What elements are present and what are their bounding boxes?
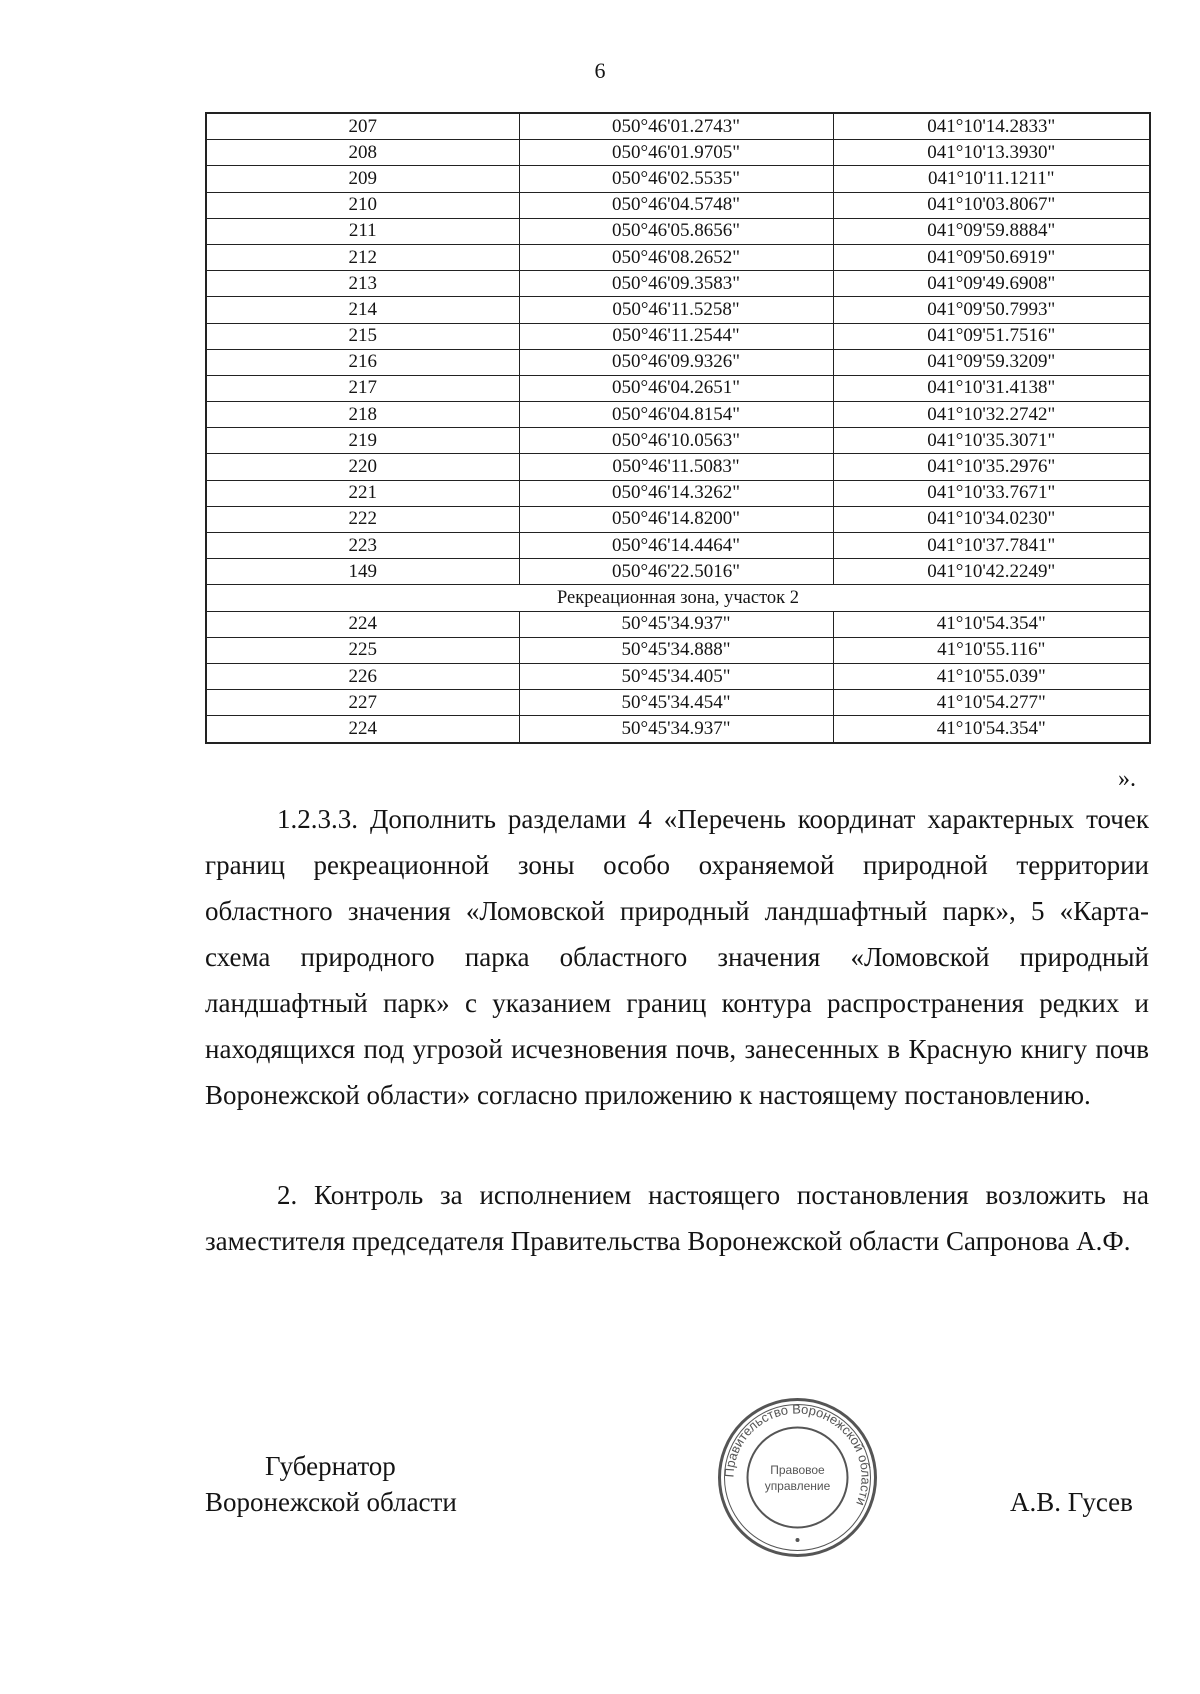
latitude-cell: 050°46'01.2743" [519, 113, 833, 140]
point-number-cell: 221 [206, 480, 519, 506]
longitude-cell: 041°10'37.7841" [833, 533, 1150, 559]
point-number-cell: 207 [206, 113, 519, 140]
table-row [206, 271, 1150, 297]
latitude-cell: 50°45'34.405" [519, 663, 833, 689]
latitude-cell: 50°45'34.937" [519, 611, 833, 637]
point-number-cell: 218 [206, 402, 519, 428]
longitude-cell: 041°10'42.2249" [833, 559, 1150, 585]
page-number: 6 [594, 58, 606, 83]
latitude-cell: 050°46'02.5535" [519, 166, 833, 192]
point-number-cell: 211 [206, 218, 519, 244]
seal-dot [796, 1538, 800, 1542]
coordinates-table-body [206, 113, 1150, 743]
latitude-cell: 050°46'11.5258" [519, 297, 833, 323]
longitude-cell: 041°10'31.4138" [833, 375, 1150, 401]
table-row [206, 402, 1150, 428]
latitude-cell: 050°46'14.8200" [519, 506, 833, 532]
table-row [206, 454, 1150, 480]
longitude-cell: 41°10'54.354" [833, 611, 1150, 637]
latitude-cell: 050°46'14.3262" [519, 480, 833, 506]
table-row [206, 611, 1150, 637]
seal-inner-line-1: Правовое [770, 1463, 825, 1477]
table-row [206, 375, 1150, 401]
table-row [206, 244, 1150, 270]
table-row [206, 637, 1150, 663]
longitude-cell: 41°10'54.277" [833, 690, 1150, 716]
longitude-cell: 041°10'14.2833" [833, 113, 1150, 140]
latitude-cell: 050°46'22.5016" [519, 559, 833, 585]
point-number-cell: 225 [206, 637, 519, 663]
point-number-cell: 209 [206, 166, 519, 192]
longitude-cell: 041°10'03.8067" [833, 192, 1150, 218]
point-number-cell: 213 [206, 271, 519, 297]
seal-inner-line-2: управление [764, 1479, 831, 1493]
point-number-cell: 224 [206, 611, 519, 637]
table-row [206, 559, 1150, 585]
longitude-cell: 041°09'50.6919" [833, 244, 1150, 270]
longitude-cell: 041°09'49.6908" [833, 271, 1150, 297]
table-row [206, 140, 1150, 166]
longitude-cell: 041°10'34.0230" [833, 506, 1150, 532]
table-row [206, 192, 1150, 218]
section-title-cell: Рекреационная зона, участок 2 [206, 585, 1150, 611]
point-number-cell: 219 [206, 428, 519, 454]
table-row [206, 428, 1150, 454]
point-number-cell: 215 [206, 323, 519, 349]
table-row [206, 166, 1150, 192]
closing-quote: ». [1118, 766, 1136, 792]
longitude-cell: 041°10'35.3071" [833, 428, 1150, 454]
coordinates-table [205, 112, 1151, 744]
point-number-cell: 223 [206, 533, 519, 559]
point-number-cell: 212 [206, 244, 519, 270]
point-number-cell: 226 [206, 663, 519, 689]
longitude-cell: 41°10'54.354" [833, 716, 1150, 743]
point-number-cell: 222 [206, 506, 519, 532]
point-number-cell: 217 [206, 375, 519, 401]
seal-inner-ring [748, 1428, 848, 1528]
longitude-cell: 41°10'55.039" [833, 663, 1150, 689]
paragraph-2: 2. Контроль за исполнением настоящего постановления возложить на заместителя председателя Правительства Воронежской области Сапронова А.Ф. [205, 1180, 1149, 1256]
table-row [206, 297, 1150, 323]
longitude-cell: 041°10'13.3930" [833, 140, 1150, 166]
longitude-cell: 041°10'11.1211" [833, 166, 1150, 192]
latitude-cell: 050°46'04.5748" [519, 192, 833, 218]
table-row [206, 533, 1150, 559]
latitude-cell: 050°46'11.5083" [519, 454, 833, 480]
longitude-cell: 041°10'32.2742" [833, 402, 1150, 428]
latitude-cell: 050°46'04.8154" [519, 402, 833, 428]
signatory-title-line-2: Воронежской области [205, 1487, 457, 1517]
signatory-name: А.В. Гусев [1010, 1487, 1133, 1517]
point-number-cell: 208 [206, 140, 519, 166]
latitude-cell: 050°46'10.0563" [519, 428, 833, 454]
latitude-cell: 50°45'34.937" [519, 716, 833, 743]
table-section-row [206, 585, 1150, 611]
point-number-cell: 214 [206, 297, 519, 323]
point-number-cell: 220 [206, 454, 519, 480]
table-row [206, 113, 1150, 140]
table-row [206, 690, 1150, 716]
seal-outer-ring [720, 1400, 876, 1556]
longitude-cell: 041°09'59.8884" [833, 218, 1150, 244]
latitude-cell: 050°46'14.4464" [519, 533, 833, 559]
table-row [206, 480, 1150, 506]
latitude-cell: 050°46'09.9326" [519, 349, 833, 375]
point-number-cell: 227 [206, 690, 519, 716]
longitude-cell: 41°10'55.116" [833, 637, 1150, 663]
table-row [206, 506, 1150, 532]
point-number-cell: 216 [206, 349, 519, 375]
signatory-title [205, 1448, 457, 1520]
longitude-cell: 041°09'51.7516" [833, 323, 1150, 349]
table-row [206, 349, 1150, 375]
official-seal [715, 1395, 880, 1560]
table-row [206, 323, 1150, 349]
point-number-cell: 224 [206, 716, 519, 743]
latitude-cell: 050°46'11.2544" [519, 323, 833, 349]
point-number-cell: 210 [206, 192, 519, 218]
longitude-cell: 041°09'50.7993" [833, 297, 1150, 323]
latitude-cell: 50°45'34.454" [519, 690, 833, 716]
latitude-cell: 050°46'05.8656" [519, 218, 833, 244]
latitude-cell: 50°45'34.888" [519, 637, 833, 663]
latitude-cell: 050°46'04.2651" [519, 375, 833, 401]
signatory-title-line-1: Губернатор [265, 1451, 396, 1481]
point-number-cell: 149 [206, 559, 519, 585]
longitude-cell: 041°10'33.7671" [833, 480, 1150, 506]
table-row [206, 716, 1150, 743]
table-row [206, 218, 1150, 244]
latitude-cell: 050°46'09.3583" [519, 271, 833, 297]
latitude-cell: 050°46'08.2652" [519, 244, 833, 270]
latitude-cell: 050°46'01.9705" [519, 140, 833, 166]
table-row [206, 663, 1150, 689]
seal-outer-text: Правительство Воронежской области [721, 1401, 874, 1508]
longitude-cell: 041°09'59.3209" [833, 349, 1150, 375]
longitude-cell: 041°10'35.2976" [833, 454, 1150, 480]
paragraph-1-2-3-3: 1.2.3.3. Дополнить разделами 4 «Перечень координат характерных точек границ рекреационной зоны особо охраняемой природной территории областного значения «Ломовской природный ландшафтный парк», 5 «Карта-схема природного парка областного значения «Ломовской природный ландшафтный парк» с указанием границ контура распространения редких и находящихся под угрозой исчезновения почв, занесенных в Красную книгу почв Воронежской области» согласно приложению к настоящему постановлению. [205, 804, 1149, 1110]
